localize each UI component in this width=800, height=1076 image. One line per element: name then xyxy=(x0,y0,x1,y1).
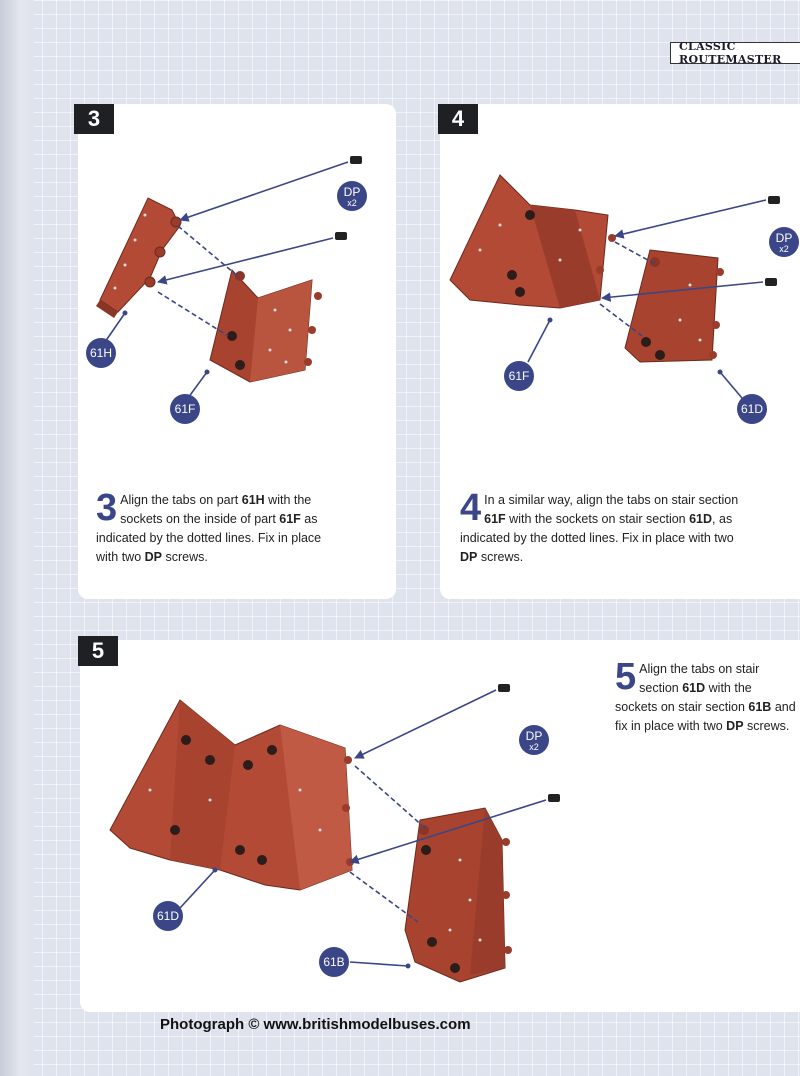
step-3-badge: 3 xyxy=(74,104,114,134)
part-ref: 61D xyxy=(682,681,706,695)
part-61f-illustration xyxy=(210,270,322,382)
instruction-text: In a similar way, align the tabs on stair section xyxy=(484,493,739,507)
instruction-text: Align the tabs on stair section xyxy=(639,662,760,695)
instruction-text: screws. xyxy=(477,550,524,564)
part-ref: DP xyxy=(144,550,163,564)
label-dp: DP xyxy=(775,231,793,245)
instruction-text: as indicated by the dotted lines. Fix in place with two xyxy=(96,512,322,564)
label-disc-61h xyxy=(86,338,116,368)
label-disc-dp xyxy=(337,181,367,211)
part-ref: 61D xyxy=(689,512,713,526)
label-61h: 61H xyxy=(89,346,113,360)
part-ref: DP xyxy=(726,719,744,733)
step-5-dropcap: 5 xyxy=(615,656,637,698)
label-61b: 61B xyxy=(323,955,345,969)
instruction-text: Align the tabs on part xyxy=(120,493,242,507)
step-3-dropcap: 3 xyxy=(96,487,118,529)
label-61d: 61D xyxy=(740,402,764,416)
label-61f: 61F xyxy=(508,369,530,383)
label-disc-61d xyxy=(737,394,767,424)
label-disc-dp xyxy=(519,725,549,755)
part-61d-illustration xyxy=(110,700,354,890)
instruction-text: with the sockets on stair section xyxy=(505,512,690,526)
step-5-instructions xyxy=(615,656,797,736)
step-4-instructions xyxy=(460,487,740,567)
label-dp-count: x2 xyxy=(779,244,789,254)
label-disc-61d xyxy=(153,901,183,931)
label-61d: 61D xyxy=(156,909,180,923)
label-dp-count: x2 xyxy=(347,198,357,208)
part-61d-illustration xyxy=(625,250,724,362)
step-4-badge: 4 xyxy=(438,104,478,134)
label-disc-dp xyxy=(769,227,799,257)
series-header: CLASSIC ROUTEMASTER xyxy=(670,42,800,64)
label-disc-61f xyxy=(170,394,200,424)
label-dp: DP xyxy=(343,185,361,199)
step-4-dropcap: 4 xyxy=(460,487,482,529)
part-ref: 61H xyxy=(241,493,265,507)
label-dp-count: x2 xyxy=(529,742,539,752)
step-3-diagram xyxy=(96,156,362,398)
step-4-diagram xyxy=(450,175,780,398)
part-ref: 61F xyxy=(484,512,506,526)
step-5-diagram xyxy=(110,684,560,982)
label-61f: 61F xyxy=(174,402,196,416)
label-dp: DP xyxy=(525,729,543,743)
step-5-badge: 5 xyxy=(78,636,118,666)
instruction-text: , as indicated by the dotted lines. Fix in place with two xyxy=(460,512,734,545)
label-disc-61b xyxy=(319,947,349,977)
instruction-text: screws. xyxy=(162,550,208,564)
instruction-text: and fix in place with two xyxy=(615,700,796,733)
part-ref: 61F xyxy=(279,512,301,526)
instruction-text: with the sockets on the inside of part xyxy=(120,493,312,526)
step-3-instructions xyxy=(96,487,336,567)
part-61h-illustration xyxy=(96,198,181,318)
part-61b-illustration xyxy=(405,808,512,982)
part-ref: 61B xyxy=(748,700,772,714)
part-61f-illustration xyxy=(450,175,616,308)
instruction-text: with the sockets on stair section xyxy=(615,681,752,714)
instruction-text: screws. xyxy=(743,719,790,733)
label-disc-61f xyxy=(504,361,534,391)
photo-credit: Photograph © www.britishmodelbuses.com xyxy=(160,1016,471,1033)
part-ref: DP xyxy=(460,550,478,564)
